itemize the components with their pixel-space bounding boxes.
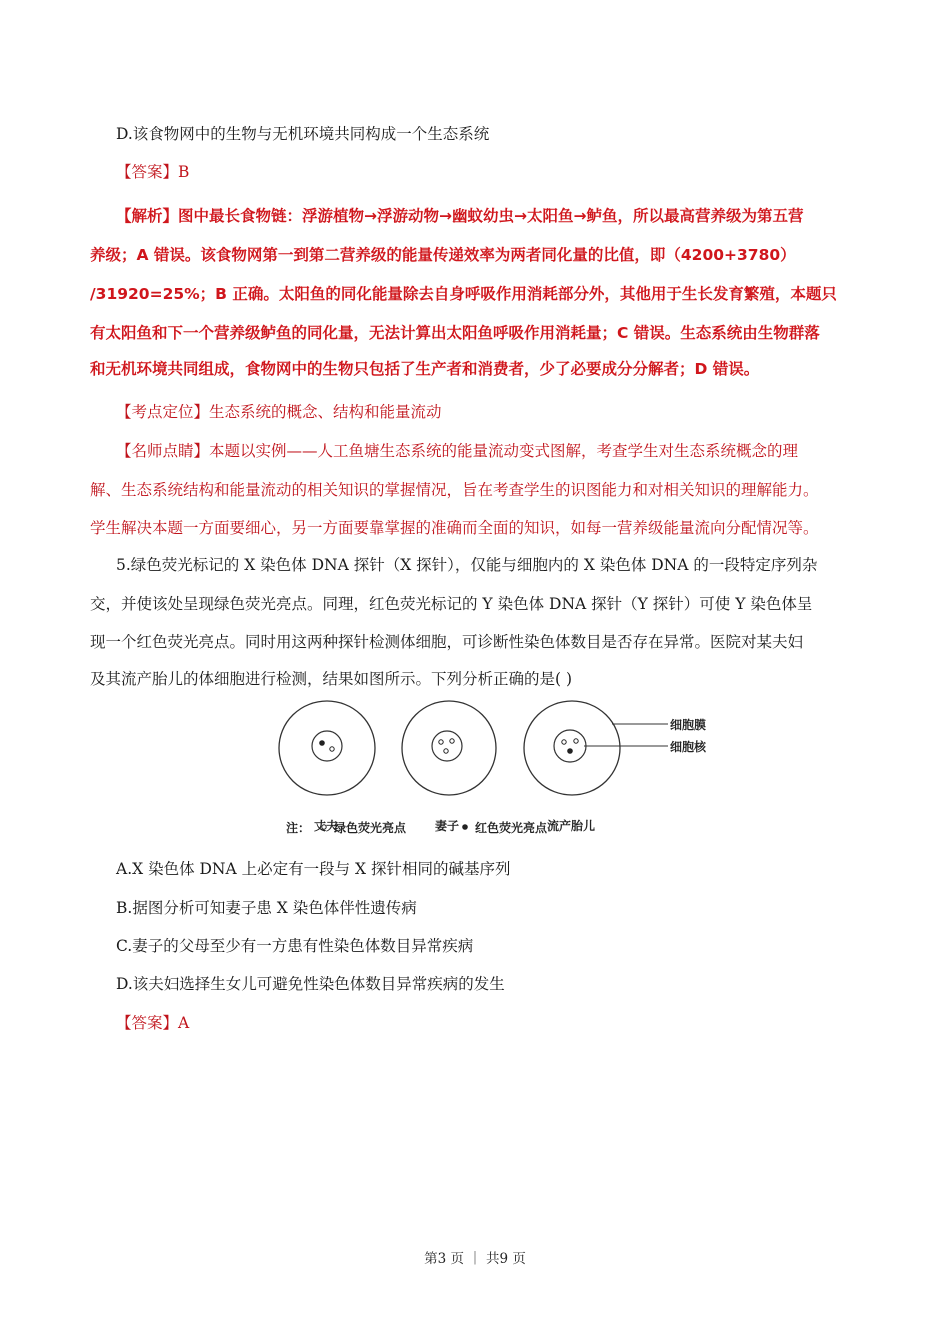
analysis-line: 和无机环境共同组成，食物网中的生物只包括了生产者和消费者，少了必要成分分解者；D 错误。 [90, 360, 760, 378]
option-d: D.该夫妇选择生女儿可避免性染色体数目异常疾病的发生 [116, 975, 505, 993]
wife-green-dot [444, 749, 448, 753]
cell-label-wife: 妻子 [435, 819, 460, 833]
page-footer: 第3 页 ｜ 共9 页 [424, 1251, 526, 1267]
question-line: 5.绿色荧光标记的 X 染色体 DNA 探针（X 探针），仅能与细胞内的 X 染色体 DNA 的一段特定序列杂 [116, 556, 818, 574]
wife-cell-membrane [402, 701, 496, 795]
label-nucleus: 细胞核 [670, 740, 707, 754]
analysis-line: /31920=25%；B 正确。太阳鱼的同化能量除去自身呼吸作用消耗部分外，其他用于生长发育繁殖，本题只 [90, 285, 837, 303]
husband-green-dot [330, 747, 334, 751]
label-membrane: 细胞膜 [670, 718, 707, 732]
fetus-green-dot [562, 740, 566, 744]
legend-note-prefix: 注： [286, 821, 311, 835]
cell-label-fetus: 流产胎儿 [547, 819, 596, 833]
fetus-cell-membrane [524, 701, 620, 795]
question-line: 及其流产胎儿的体细胞进行检测，结果如图所示。下列分析正确的是( ) [90, 670, 573, 688]
legend-red-dot [462, 824, 468, 830]
analysis-line: 有太阳鱼和下一个营养级鲈鱼的同化量，无法计算出太阳鱼呼吸作用消耗量；C 错误。生态系统由生物群落 [90, 324, 820, 342]
husband-red-dot [319, 740, 325, 746]
option-b: B.据图分析可知妻子患 X 染色体伴性遗传病 [116, 899, 417, 917]
analysis-line: 【解析】图中最长食物链：浮游植物→浮游动物→幽蚊幼虫→太阳鱼→鲈鱼，所以最高营养级为第五营 [116, 207, 804, 225]
fetus-red-dot [567, 748, 573, 754]
option-c: C.妻子的父母至少有一方患有性染色体数目异常疾病 [116, 937, 474, 955]
answer-previous: 【答案】B [116, 163, 190, 181]
kaodian: 【考点定位】生态系统的概念、结构和能量流动 [116, 403, 442, 421]
husband-cell-nucleus [312, 731, 342, 761]
fetus-cell-nucleus [554, 730, 586, 762]
mingshi-line: 学生解决本题一方面要细心，另一方面要靠掌握的准确而全面的知识，如每一营养级能量流向分配情况等。 [90, 519, 819, 537]
wife-green-dot [439, 740, 443, 744]
wife-green-dot [450, 739, 454, 743]
option-a: A.X 染色体 DNA 上必定有一段与 X 探针相同的碱基序列 [116, 860, 511, 878]
question-line: 交，并使该处呈现绿色荧光亮点。同理，红色荧光标记的 Y 染色体 DNA 探针（Y 探针）可使 Y 染色体呈 [90, 595, 813, 613]
answer: 【答案】A [116, 1014, 190, 1032]
mingshi-line: 解、生态系统结构和能量流动的相关知识的掌握情况，旨在考查学生的识图能力和对相关知识的理解能力。 [90, 481, 819, 499]
legend-green-label: 绿色荧光亮点 [334, 821, 407, 835]
legend-red-label: 红色荧光亮点 [475, 821, 548, 835]
option-d-previous: D.该食物网中的生物与无机环境共同构成一个生态系统 [116, 125, 490, 143]
question-line: 现一个红色荧光亮点。同时用这两种探针检测体细胞，可诊断性染色体数目是否存在异常。医院对某夫妇 [90, 633, 804, 651]
husband-cell-membrane [279, 701, 375, 795]
cell-detection-figure [272, 700, 732, 840]
analysis-line: 养级；A 错误。该食物网第一到第二营养级的能量传递效率为两者同化量的比值，即（4200+3780） [90, 246, 796, 264]
wife-cell-nucleus [432, 731, 462, 761]
fetus-green-dot [574, 739, 578, 743]
mingshi-line: 【名师点睛】本题以实例——人工鱼塘生态系统的能量流动变式图解，考查学生对生态系统概念的理 [116, 442, 799, 460]
cell-label-husband: 丈夫 [314, 819, 339, 833]
